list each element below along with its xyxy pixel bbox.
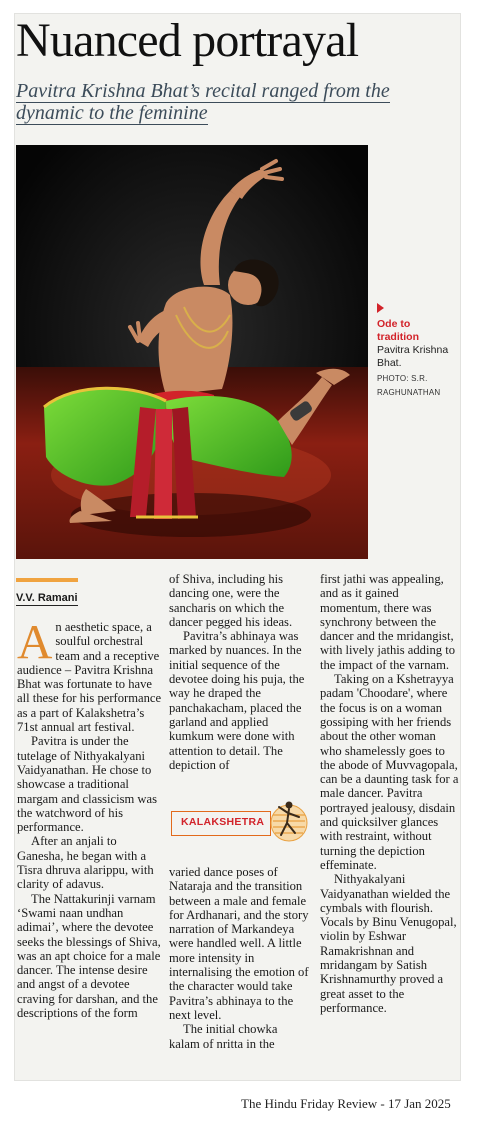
deck-subheading [16, 80, 441, 124]
kalakshetra-logo [169, 796, 309, 852]
caption-text: Pavitra Krishna Bhat. [377, 344, 449, 369]
paragraph: varied dance poses of Nataraja and the transition between a male and female for Ardhanari, and the story narration of Markandeya were handled well. A little more intensity in internalising the emotion of the character would take Pavitra’s abhinaya to the next level. [169, 865, 309, 1022]
logo-label: KALAKSHETRA [181, 816, 265, 828]
paragraph: After an anjali to Ganesha, he began with a Tisra dhruva alarippu, with clarity of adavus. [17, 834, 154, 892]
column-3 [320, 572, 460, 1080]
byline-rule [16, 578, 78, 582]
caption-title: Ode to tradition [377, 318, 419, 343]
dancer-emblem-icon [269, 797, 309, 845]
dancer-photo [16, 145, 368, 559]
photo-credit: PHOTO: S.R. RAGHUNATHAN [377, 374, 441, 397]
paragraph: n aesthetic space, a soulful orchestral team and a receptive audience – Pavitra Krishna Bhat was fortunate to have all these for his performance as a part of Kalakshetra’s 71st annual art festival. [17, 620, 162, 735]
column-1 [17, 620, 162, 1080]
paragraph: Pavitra’s abhinaya was marked by nuances. In the initial sequence of the devotee doing his puja, the way he draped the panchakacham, placed the garland and applied kumkum were done with attention to detail. The depiction of [169, 629, 305, 772]
column-2-top [169, 572, 309, 787]
headline: Nuanced portrayal [16, 14, 359, 67]
source-footer: The Hindu Friday Review - 17 Jan 2025 [241, 1096, 451, 1111]
photo-caption [377, 303, 457, 400]
paragraph: Taking on a Kshetrayya padam 'Choodare', where the focus is on a woman gossiping with her friends about the other woman who shamelessly goes to the abode of Muvvagopala, can be a daunting task for a male dancer. Pavitra portrayed jealousy, disdain and quicksilver glances with restraint, without turning the depiction effeminate. [320, 672, 459, 872]
drop-cap: A [17, 620, 53, 669]
byline: V.V. Ramani [16, 592, 78, 604]
deck-text: Pavitra Krishna Bhat’s recital ranged from the dynamic to the feminine [16, 80, 390, 124]
paragraph: The initial chowka kalam of nritta in the [169, 1022, 278, 1051]
caption-arrow-icon [377, 303, 384, 313]
column-2-bottom [169, 865, 309, 1080]
paragraph: Pavitra is under the tutelage of Nithyakalyani Vaidyanathan. He chose to showcase a traditional margam and classicism was the watchword of his performance. [17, 734, 158, 835]
paragraph: first jathi was appealing, and as it gained momentum, there was synchrony between the dancer and the mridangist, with lively jathis adding to the impact of the varnam. [320, 572, 456, 672]
dancer-illustration [16, 145, 368, 559]
paragraph: The Nattakurinji varnam ‘Swami naan undhan adimai’, where the devotee seeks the blessings of Shiva, was an apt choice for a male dancer. The intense desire and angst of a devotee craving for darshan, and the descriptions of the form [17, 891, 161, 1021]
paragraph: Nithyakalyani Vaidyanathan wielded the cymbals with flourish. Vocals by Binu Venugopal, violin by Eshwar Ramakrishnan and mridangam by Satish Krishnamurthy proved a great asset to the performance. [320, 872, 457, 1015]
paragraph: of Shiva, including his dancing one, were the sancharis on which the dancer pegged his ideas. [169, 572, 293, 629]
